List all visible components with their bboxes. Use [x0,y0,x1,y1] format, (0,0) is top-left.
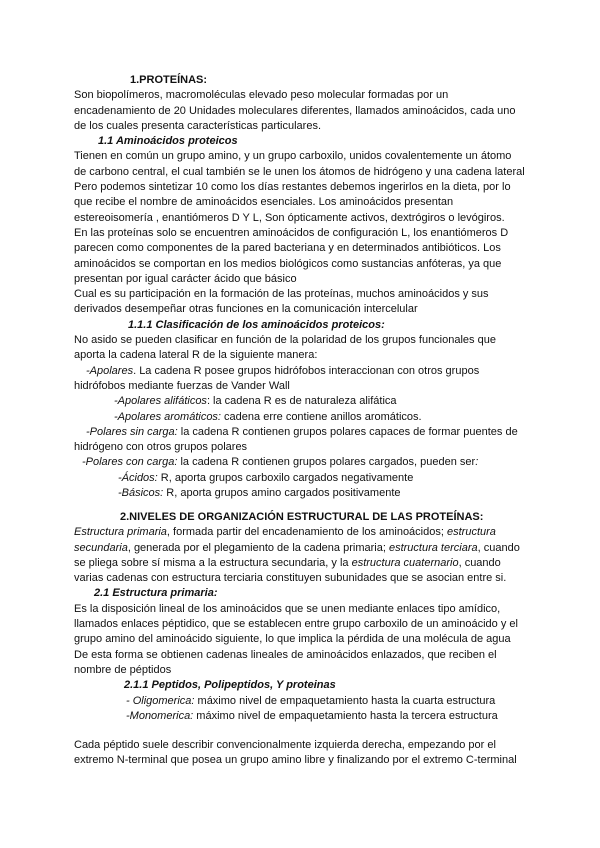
section-1 [74,73,560,501]
con-carga-colon: : [475,456,479,469]
subsection-1-1-title: 1.1 Aminoácidos proteicos [98,135,238,148]
paragraph-line: presentan por igual carácter ácido que básico [74,272,297,285]
text-run: se pliega sobre sí misma a la estructura secundaria, y la [74,556,352,569]
paragraph-line: Tienen en común un grupo amino, y un grupo carboxilo, unidos covalentemente un átomo [74,150,512,163]
paragraph-line [74,556,560,571]
term-terciara: estructura terciara [388,541,478,554]
acidos-text: R, aporta grupos carboxilo cargados negativamente [157,471,414,484]
alifaticos-text: : la cadena R es de naturaleza alifática [206,395,397,408]
monomerica-text: máximo nivel de empaquetamiento hasta la tercera estructura [193,709,498,722]
paragraph-line: extremo N-terminal que posea un grupo amino libre y finalizando por el extremo C-terminal [74,754,517,767]
con-carga-label: -Polares con carga: [82,456,178,469]
paragraph-line: varias cadenas con estructura terciaria constituyen subunidades que se asocian entre si. [74,572,507,585]
list-item-aromaticos [74,410,560,425]
paragraph-line: grupo amino del aminoácido siguiente, lo que implica la pérdida de una molécula de agua [74,633,511,646]
term-cuaternario: estructura cuaternario [351,556,459,569]
intro-line: Son biopolímeros, macromoléculas elevado peso molecular formadas por un [74,89,449,102]
text-run: , cuando [477,541,520,554]
subsection-2-1-1-title: 2.1.1 Peptidos, Polipeptidos, Y proteinas [124,679,336,692]
con-carga-text: la cadena R contienen grupos polares cargados, pueden ser [177,456,476,469]
section-2 [74,510,560,724]
section-2-title: 2.NIVELES DE ORGANIZACIÓN ESTRUCTURAL DE LAS PROTEÍNAS: [120,511,484,523]
basicos-label: -Básicos: [118,487,164,500]
paragraph-line: llamados enlaces péptidico, que se establecen entre grupo carboxilo de un aminoácido y el [74,618,518,631]
paragraph-line: aminoácidos se comportan en los medios biológicos como sustancias anfóteras, ya que [74,257,502,270]
aromaticos-text: cadena erre contiene anillos aromáticos. [221,410,422,423]
text-run: , formada partir del encadenamiento de los aminoácidos; [166,526,447,539]
text-run: , generada por el plegamiento de la cadena primaria; [127,541,389,554]
subsection-1-1-1-title: 1.1.1 Clasificación de los aminoácidos proteicos: [128,318,385,331]
acidos-label: -Ácidos: [118,471,158,484]
paragraph-line: estereoisomería , enantiómeros D Y L, Son ópticamente activos, dextrógiros o levógiros. [74,211,505,224]
apolares-continuation: hidrófobos mediante fuerzas de Vander Wall [74,379,290,392]
alifaticos-label: -Apolares alifáticos [114,395,207,408]
intro-line: de los cuales presenta características particulares. [74,119,322,132]
monomerica-label: -Monomerica: [126,709,194,722]
sin-carga-label: -Polares sin carga: [86,425,178,438]
oligomerica-label: - Oligomerica: [126,694,195,707]
list-item-basicos [74,486,560,501]
list-item-sin-carga [74,425,560,440]
paragraph-line: Es la disposición lineal de los aminoácidos que se unen mediante enlaces tipo amídico, [74,602,501,615]
section-1-title: 1.PROTEÍNAS: [130,74,208,86]
paragraph-line: de carbono central, el cual también se le unen los átomos de hidrógeno y una cadena lateral [74,165,525,178]
closing-paragraph [74,738,560,769]
aromaticos-label: -Apolares aromáticos: [114,410,221,423]
basicos-text: R, aporta grupos amino cargados positivamente [163,487,401,500]
subsection-2-1-title: 2.1 Estructura primaria: [94,587,218,600]
paragraph-line [74,541,560,556]
paragraph-line: De esta forma se obtienen cadenas lineales de aminoácidos enlazados, que reciben el [74,648,497,661]
sin-carga-continuation: hidrógeno con otros grupos polares [74,441,248,454]
list-item-con-carga [74,455,560,470]
intro-line: encadenamiento de 20 Unidades moleculares diferentes, llamados aminoácidos, cada uno [74,104,516,117]
paragraph-line: derivados desempeñar otras funciones en la comunicación intercelular [74,303,418,316]
paragraph-line: nombre de péptidos [74,663,172,676]
paragraph-line: aporta la cadena lateral R de la siguiente manera: [74,349,318,362]
list-item-apolares [74,364,560,379]
list-item-monomerica [74,709,560,724]
apolares-text: . La cadena R posee grupos hidrófobos interaccionan con otros grupos [133,364,480,377]
paragraph-line: parecen como componentes de la pared bacteriana y en determinados antibióticos. Los [74,242,501,255]
paragraph-line: En las proteínas solo se encuentren aminoácidos de configuración L, los enantiómeros D [74,226,509,239]
apolares-label: -Apolares [86,364,134,377]
paragraph-line [74,525,560,540]
list-item-acidos [74,471,560,486]
term-estructura: estructura [446,526,496,539]
term-secundaria: secundaria [74,541,128,554]
paragraph-line: que recibe el nombre de aminoácidos esenciales. Los aminoácidos presentan [74,196,454,209]
oligomerica-text: máximo nivel de empaquetamiento hasta la cuarta estructura [194,694,496,707]
list-item-oligomerica [74,694,560,709]
paragraph-line: No asido se pueden clasificar en función de la polaridad de los grupos funcionales que [74,334,496,347]
list-item-alifaticos [74,394,560,409]
sin-carga-text: la cadena R contienen grupos polares capaces de formar puentes de [177,425,518,438]
paragraph-line: Cada péptido suele describir convencionalmente izquierda derecha, empezando por el [74,739,496,751]
term-primaria: Estructura primaria [74,526,167,539]
text-run: , cuando [458,556,501,569]
paragraph-line: Pero podemos sintetizar 10 como los días restantes debemos ingerirlos en la dieta, por lo [74,181,511,194]
paragraph-line: Cual es su participación en la formación de las proteínas, muchos aminoácidos y sus [74,288,489,301]
